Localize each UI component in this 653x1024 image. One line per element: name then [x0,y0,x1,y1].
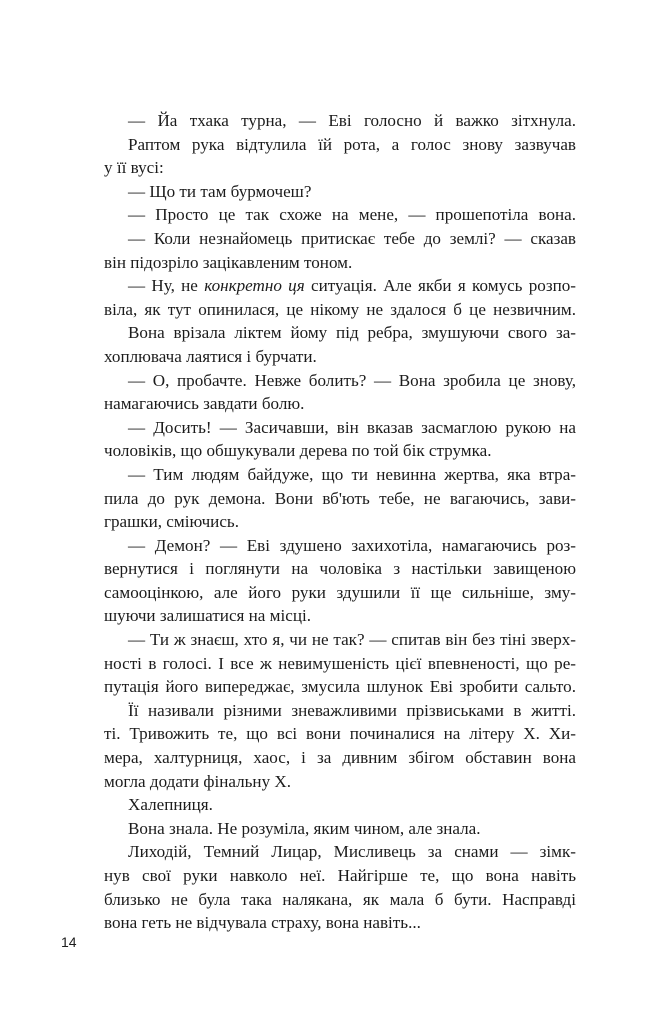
text-line-12: — О, пробачте. Невже болить? — Вона зробила це знову, [128,370,576,390]
text-line-19: — Демон? — Еві здушено захихотіла, намагаючись роз- [128,535,576,555]
text-line-1: — Йа тхака турна, — Еві голосно й важко зітхнула. [128,111,576,130]
body-text [104,109,576,935]
text-line-27: ті. Тривожить те, що всі вони починалися на літеру Х. Хи- [104,724,576,744]
text-line-26: Її називали різними зневажливими прізвиськами в житті. [128,700,576,720]
text-line-24: ності в голосі. І все ж невимушеність цієї впевненості, що ре- [104,653,576,673]
text-line-5: — Просто це так схоже на мене, — прошепотіла вона. [128,205,576,225]
text-line-10: Вона врізала ліктем йому під ребра, змушуючи свого за- [128,323,576,343]
text-line-9: віла, як тут опинилася, це нікому не здалося б це незвичним. [104,299,576,319]
text-line-2: Раптом рука відтулила їй рота, а голос знову зазвучав [128,134,576,154]
text-line-35: вона геть не відчувала страху, вона навіть... [104,913,421,933]
text-line-20: вернутися і поглянути на чоловіка з настільки завищеною [104,559,576,579]
text-line-15: чоловіків, що обшукували дерева по той бік струмка. [104,441,492,461]
text-line-18: грашки, сміючись. [104,512,239,532]
text-line-28: мера, халтурниця, хаос, і за дивним збігом обставин вона [104,748,576,768]
text-line-8-part-2: ситуація. Але якби я комусь розпо- [304,276,576,296]
text-line-21: самооцінкою, але його руки здушили її ще сильніше, зму- [104,582,576,602]
text-line-13: намагаючись завдати болю. [104,394,305,414]
text-line-32: Лиходій, Темний Лицар, Мисливець за снами — зімк- [128,842,576,862]
page-number: 14 [61,934,77,950]
text-line-14: — Досить! — Засичавши, він вказав засмаглою рукою на [128,417,576,437]
text-line-16: — Тим людям байдуже, що ти невинна жертва, яка втра- [128,464,576,484]
text-line-25: путація його випереджає, змусила шлунок Еві зробити сальто. [104,677,576,697]
text-line-31: Вона знала. Не розуміла, яким чином, але знала. [128,818,481,838]
text-line-8 [104,274,576,298]
text-line-30: Халепниця. [128,795,213,815]
text-line-8-part-1: — Ну, не [128,276,205,296]
text-line-22: шуючи залишатися на місці. [104,606,311,626]
text-line-17: пила до рук демона. Вони вб'ють тебе, не вагаючись, зави- [104,488,576,508]
text-line-23: — Ти ж знаєш, хто я, чи не так? — спитав він без тіні зверх- [128,630,576,650]
emphasis-text: конкретно ця [204,276,305,296]
text-line-11: хоплювача лаятися і бурчати. [104,346,317,366]
text-line-34: близько не була така налякана, як мала б бути. Насправді [104,889,576,909]
text-line-3: у її вусі: [104,158,164,178]
text-line-7: він підозріло зацікавленим тоном. [104,252,353,272]
text-line-4: — Що ти там бурмочеш? [128,181,312,201]
text-line-33: нув свої руки навколо неї. Найгірше те, що вона навіть [104,866,576,885]
text-line-29: могла додати фінальну Х. [104,771,292,791]
text-line-6: — Коли незнайомець притискає тебе до землі? — сказав [128,228,576,248]
